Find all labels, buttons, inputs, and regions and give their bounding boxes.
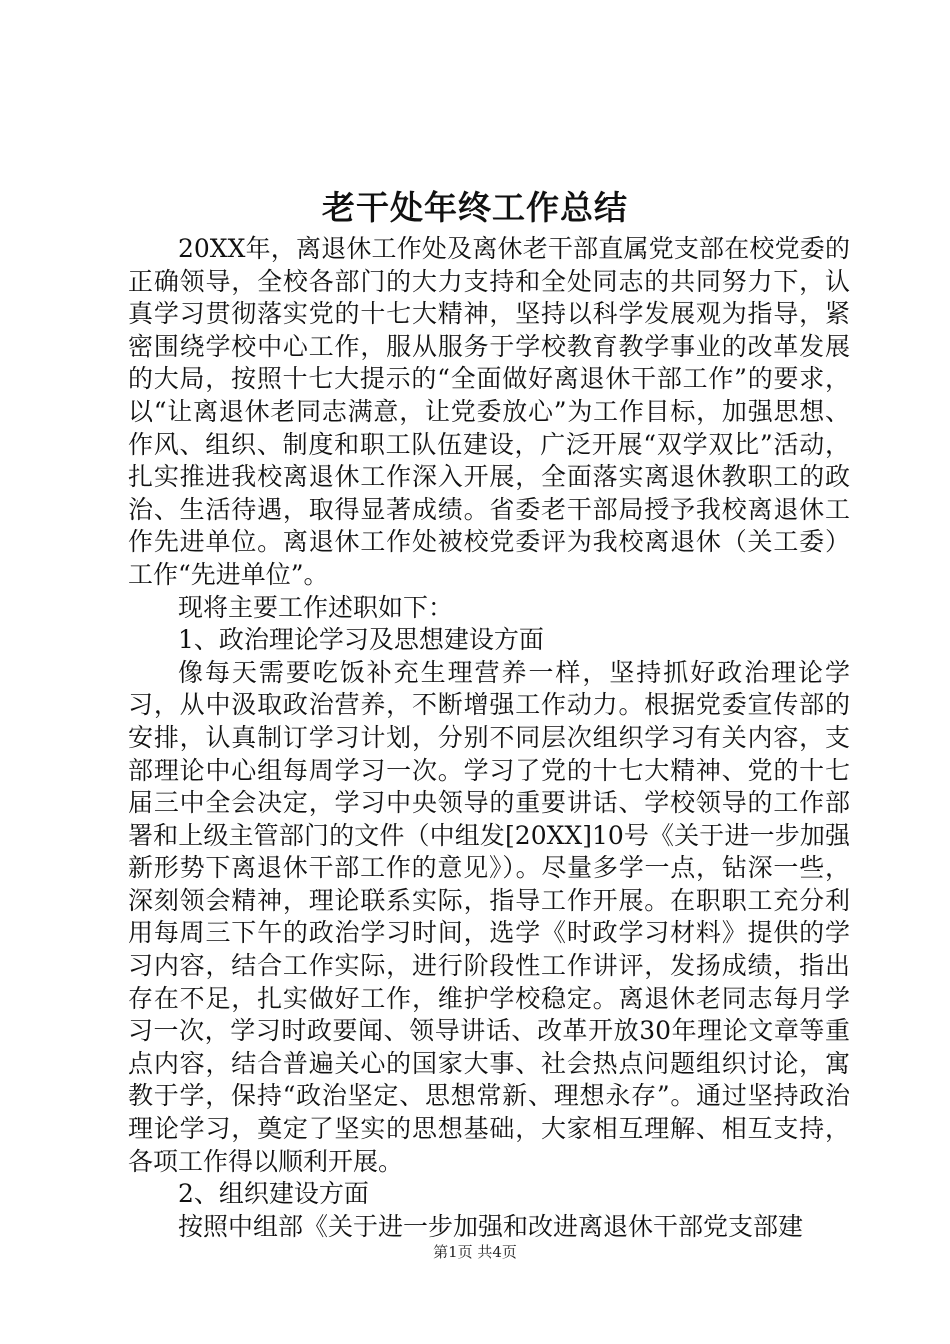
section-heading-1: 1、政治理论学习及思想建设方面 xyxy=(178,625,544,655)
document-body xyxy=(128,233,850,1243)
section-heading-2: 2、组织建设方面 xyxy=(178,1179,369,1209)
document-title: 老干处年终工作总结 xyxy=(322,188,628,227)
lead-in-paragraph: 现将主要工作述职如下： xyxy=(178,592,454,622)
section-1-paragraph: 像每天需要吃饭补充生理营养一样，坚持抓好政治理论学习，从中汲取政治营养，不断增强工作动力。根据党委宣传部的安排，认真制订学习计划，分别不同层次组织学习有关内容，支部理论中心组每周学习一次。学习了党的十七大精神、党的十七届三中全会决定，学习中央领导的重要讲话、学校领导的工作部署和上级主管部门的文件（中组发[20XX]10号《关于进一步加强新形势下离退休干部工作的意见》）。尽量多学一点，钻深一些，深刻领会精神，理论联系实际，指导工作开展。在职职工充分利用每周三下午的政治学习时间，选学《时政学习材料》提供的学习内容，结合工作实际，进行阶段性工作讲评，发扬成绩，指出存在不足，扎实做好工作，维护学校稳定。离退休老同志每月学习一次，学习时政要闻、领导讲话、改革开放30年理论文章等重点内容，结合普遍关心的国家大事、社会热点问题组织讨论，寓教于学，保持“政治坚定、思想常新、理想永存”。通过坚持政治理论学习，奠定了坚实的思想基础，大家相互理解、相互支持，各项工作得以顺利开展。 xyxy=(128,657,850,1176)
page-number-footer: 第1页 共4页 xyxy=(433,1243,517,1261)
intro-paragraph: 20XX年，离退休工作处及离休老干部直属党支部在校党委的正确领导，全校各部门的大力支持和全处同志的共同努力下，认真学习贯彻落实党的十七大精神，坚持以科学发展观为指导，紧密围绕学校中心工作，服从服务于学校教育教学事业的改革发展的大局，按照十七大提示的“全面做好离退休干部工作”的要求，以“让离退休老同志满意，让党委放心”为工作目标，加强思想、作风、组织、制度和职工队伍建设，广泛开展“双学双比”活动，扎实推进我校离退休工作深入开展，全面落实离退休教职工的政治、生活待遇，取得显著成绩。省委老干部局授予我校离退休工作先进单位。离退休工作处被校党委评为我校离退休（关工委）工作“先进单位”。 xyxy=(128,234,850,589)
section-2-paragraph: 按照中组部《关于进一步加强和改进离退休干部党支部建 xyxy=(178,1211,804,1241)
